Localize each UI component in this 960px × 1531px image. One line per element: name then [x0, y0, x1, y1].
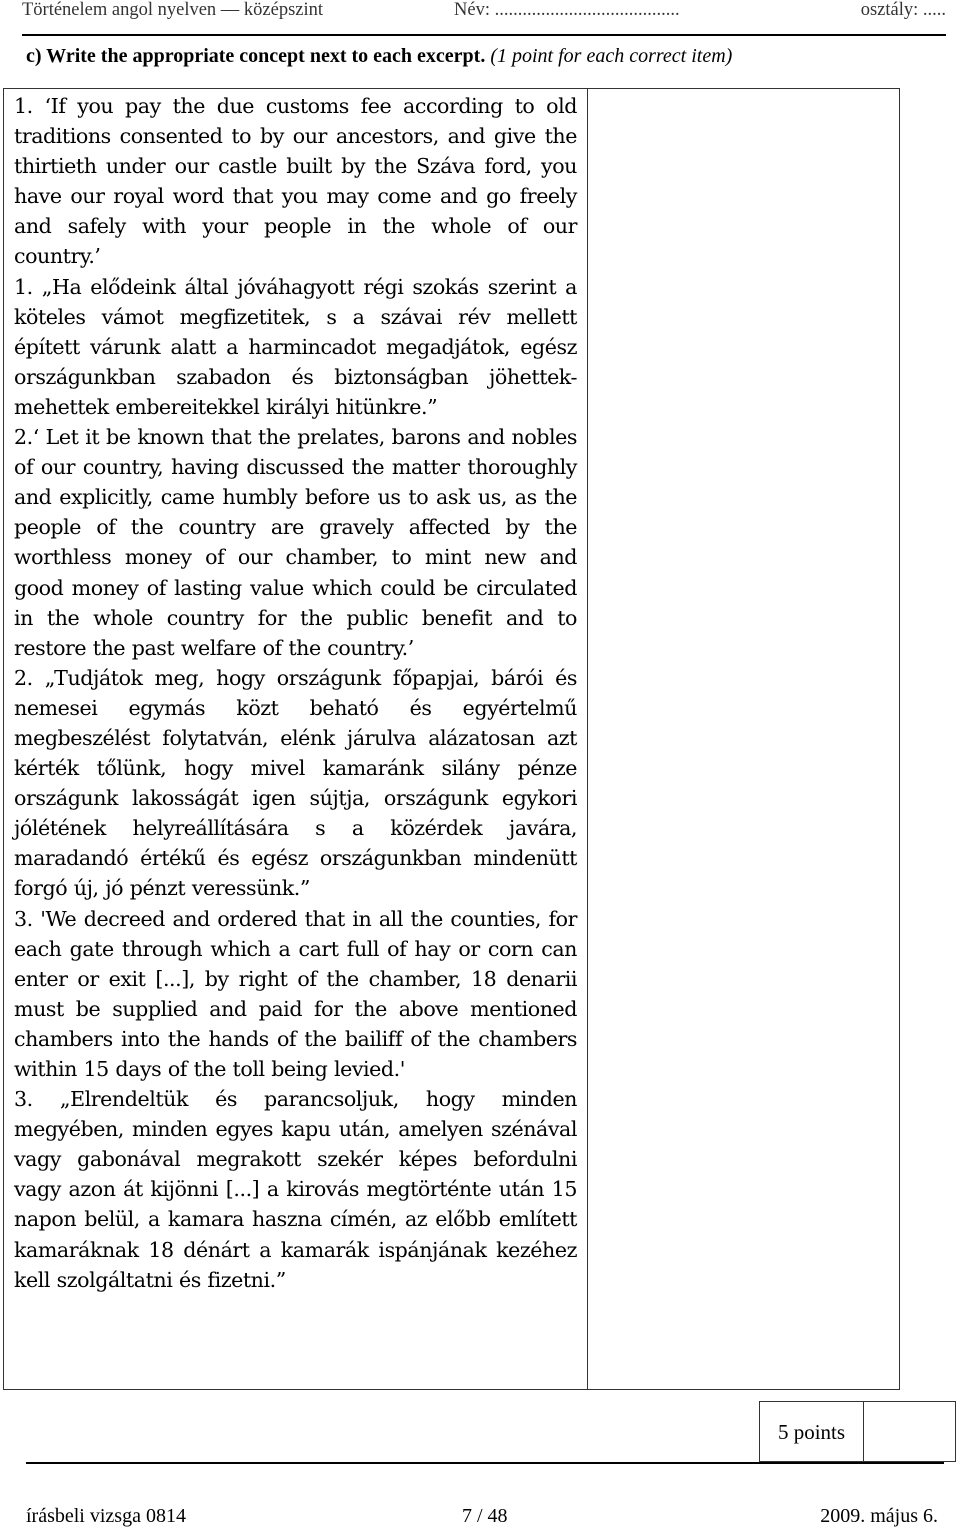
excerpt-2-english: 2.‘ Let it be known that the prelates, barons and nobles of our country, having discussed the matter thoroughly and explicitly, came humbly before us to ask us, as the people of the country are gravely affected by the worthless money of our chamber, to mint new and good money of lasting value which could be circulated in the whole country for the public benefit and to restore the past welfare of the country.’: [14, 425, 577, 660]
excerpt-table: [3, 88, 900, 1390]
excerpt-cell: [4, 89, 588, 1390]
header-name-field: Név: ........................................: [454, 0, 680, 20]
header-subject: Történelem angol nyelven — középszint: [22, 0, 324, 20]
points-score-field[interactable]: [864, 1402, 955, 1461]
task-instruction: [26, 45, 926, 68]
header-class-field: osztály: .....: [860, 0, 946, 20]
footer-page-number: 7 / 48: [462, 1505, 508, 1527]
excerpt-2-hungarian: 2. „Tudjátok meg, hogy országunk főpapjai, bárói és nemesei egymás közt beható és egyértelmű megbeszélést folytatván, elénk járulva alázatosan azt kérték tőlünk, hogy mivel kamaránk silány pénze országunk lakosságát igen sújtja, országunk egykori jólétének helyreállítására s a közérdek javára, maradandó értékű és egész országunkban mindenütt forgó új, jó pénzt veressünk.”: [14, 665, 577, 901]
page-header: [22, 0, 946, 36]
instruction-text: c) Write the appropriate concept next to each excerpt.: [26, 45, 486, 67]
excerpt-1-hungarian: 1. „Ha elődeink által jóváhagyott régi szokás szerint a köteles vámot megfizetitek, s a szávai rév mellett épített várunk alatt a harmincadot megadjátok, egész országunkban szabadon és biztonságban jöhettek-mehettek embereitekkel királyi hitünkre.”: [14, 274, 577, 419]
excerpt-list: [4, 89, 587, 1295]
points-box: [759, 1401, 956, 1462]
footer-divider: [26, 1462, 944, 1464]
excerpt-3-hungarian: 3. „Elrendeltük és parancsoljuk, hogy minden megyében, minden egyes kapu után, amelyen szénával vagy gabonával megrakott szekér képes befordulni vagy azon át kijönni [...] a kirovás megtörténte után 15 napon belül, a kamara haszna címén, az előbb említett kamaráknak 18 dénárt a kamarák ispánjának kezéhez kell szolgáltatni és fizetni.”: [14, 1087, 577, 1292]
excerpt-1-english: 1. ‘If you pay the due customs fee according to old traditions consented to by our ancestors, and give the thirtieth under our castle built by the Száva ford, you have our royal word that you may come and go freely and safely with your people in the whole of our country.’: [14, 94, 577, 269]
page-footer: [26, 1505, 944, 1531]
footer-date: 2009. május 6.: [820, 1505, 938, 1527]
points-label: 5 points: [760, 1402, 864, 1461]
instruction-scoring-note: (1 point for each correct item): [490, 45, 733, 67]
excerpt-3-english: 3. 'We decreed and ordered that in all the counties, for each gate through which a cart full of hay or corn can enter or exit [...], by right of the chamber, 18 denarii must be supplied and paid for the above mentioned chambers into the hands of the bailiff of the chambers within 15 days of the toll being levied.': [14, 906, 577, 1081]
answer-field[interactable]: [588, 89, 900, 1390]
footer-exam-code: írásbeli vizsga 0814: [26, 1505, 186, 1527]
